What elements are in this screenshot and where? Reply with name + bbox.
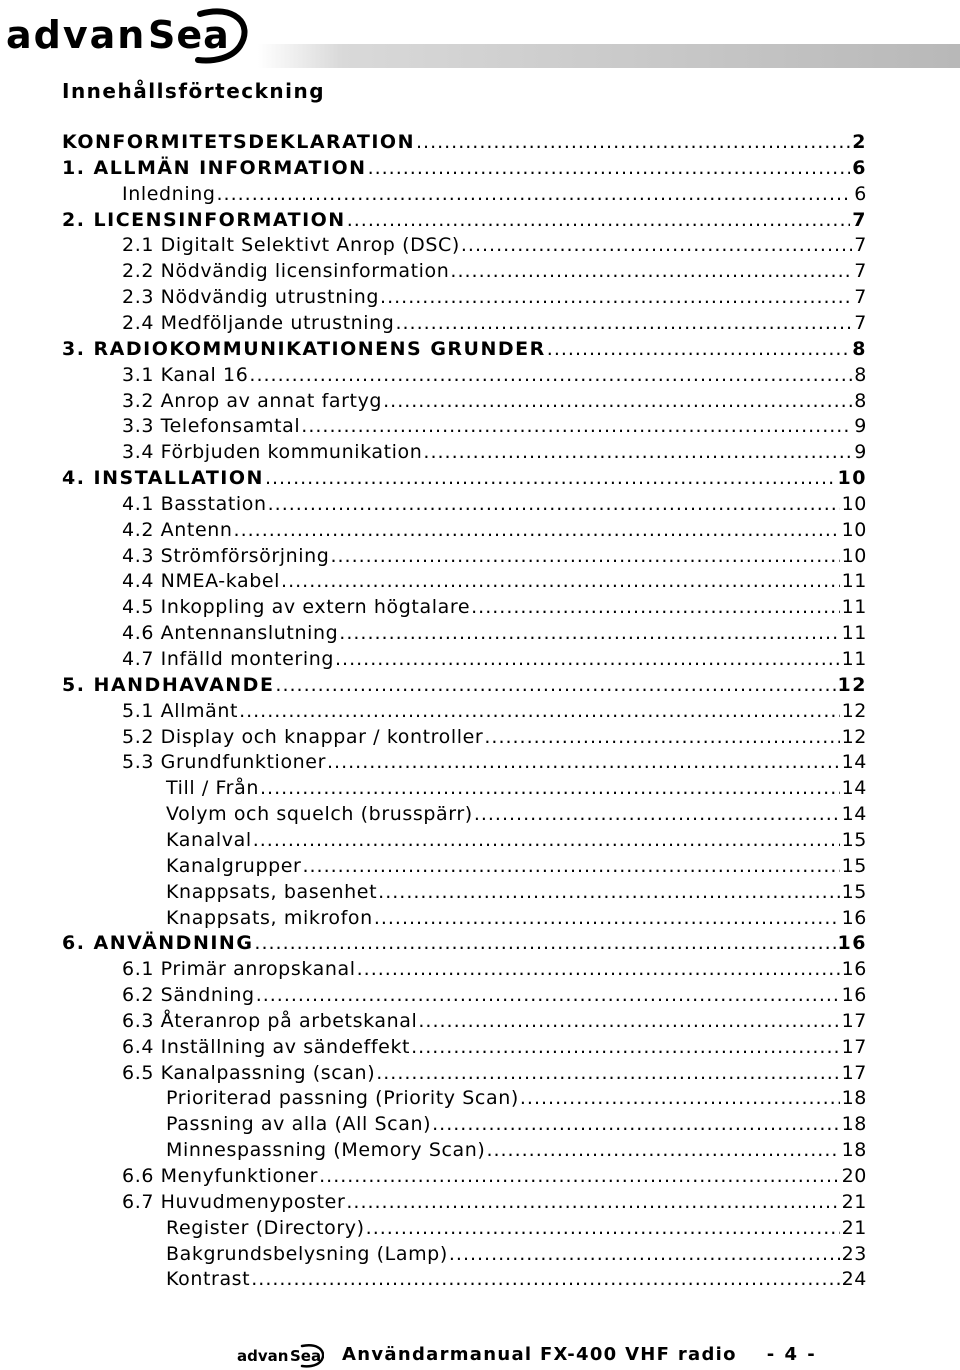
toc-entry[interactable] — [122, 1060, 867, 1086]
toc-entry-label: 4.3 Strömförsörjning — [122, 544, 330, 567]
toc-entry-page: 11 — [841, 596, 867, 619]
toc-entry[interactable] — [122, 698, 867, 724]
toc-dot-leader — [416, 129, 850, 155]
toc-entry[interactable] — [122, 749, 867, 775]
toc-entry-label: 2.1 Digitalt Selektivt Anrop (DSC) — [122, 234, 460, 257]
toc-dot-leader — [471, 594, 839, 620]
toc-dot-leader — [268, 491, 840, 517]
toc-entry-label: 2.4 Medföljande utrustning — [122, 311, 395, 334]
toc-entry-label: 6.4 Inställning av sändeffekt — [122, 1035, 411, 1058]
toc-dot-leader — [301, 413, 852, 439]
toc-entry-label: 4.2 Antenn — [122, 518, 233, 541]
toc-entry-label: Kontrast — [166, 1268, 251, 1291]
toc-entry-label: 3.2 Anrop av annat fartyg — [122, 389, 383, 412]
toc-entry-label: 1. ALLMÄN INFORMATION — [62, 156, 367, 179]
toc-entry-label: 4.5 Inkoppling av extern högtalare — [122, 596, 471, 619]
toc-entry[interactable] — [122, 284, 867, 310]
toc-entry-label: Bakgrundsbelysning (Lamp) — [166, 1242, 448, 1265]
toc-entry-page: 17 — [841, 1009, 867, 1032]
toc-entry-page: 17 — [841, 1061, 867, 1084]
toc-entry[interactable] — [166, 801, 867, 827]
toc-entry-label: 6.6 Menyfunktioner — [122, 1165, 319, 1187]
logo-wordmark: advan — [6, 13, 147, 57]
toc-entry-page: 6 — [854, 182, 867, 205]
toc-entry-page: 6 — [852, 156, 867, 179]
toc-entry[interactable] — [122, 439, 867, 465]
toc-entry-label: 5.3 Grundfunktioner — [122, 751, 327, 774]
toc-entry[interactable] — [122, 956, 867, 982]
toc-entry[interactable] — [166, 1085, 867, 1111]
toc-entry-page: 18 — [841, 1113, 867, 1136]
toc-entry[interactable] — [166, 853, 867, 879]
toc-dot-leader — [378, 879, 839, 905]
toc-entry[interactable] — [122, 362, 867, 388]
toc-dot-leader — [374, 905, 840, 931]
toc-entry-page: 24 — [841, 1268, 867, 1291]
toc-entry-label: 3.3 Telefonsamtal — [122, 415, 301, 438]
toc-entry[interactable] — [122, 310, 867, 336]
toc-dot-leader — [251, 1266, 839, 1292]
toc-entry[interactable] — [122, 258, 867, 284]
footer-logo-wordmark-sea: Sea — [290, 1347, 322, 1365]
toc-entry[interactable] — [122, 517, 867, 543]
toc-entry[interactable] — [122, 1163, 867, 1189]
toc-dot-leader — [265, 465, 836, 491]
footer-page-number: - 4 - — [766, 1344, 817, 1365]
toc-dot-leader — [275, 672, 835, 698]
footer-logo-wordmark: advan — [237, 1347, 289, 1365]
toc-entry-page: 16 — [837, 932, 867, 955]
toc-entry[interactable] — [62, 465, 867, 491]
toc-entry-label: Knappsats, mikrofon — [166, 906, 373, 929]
toc-entry-page: 7 — [854, 234, 867, 257]
toc-entry-label: Till / Från — [166, 777, 259, 800]
toc-entry[interactable] — [122, 543, 867, 569]
toc-entry-page: 10 — [837, 467, 867, 490]
advansea-logo — [2, 2, 254, 64]
toc-entry-page: 21 — [841, 1190, 867, 1213]
toc-entry[interactable] — [122, 1189, 867, 1215]
toc-entry[interactable] — [166, 1241, 867, 1267]
toc-entry[interactable] — [62, 336, 867, 362]
toc-entry-page: 14 — [841, 777, 867, 800]
toc-dot-leader — [346, 1189, 839, 1215]
toc-dot-leader — [256, 982, 840, 1008]
toc-entry[interactable] — [62, 672, 867, 698]
toc-entry-label: 3.4 Förbjuden kommunikation — [122, 441, 423, 464]
toc-dot-leader — [330, 543, 839, 569]
footer-manual-title: Användarmanual FX-400 VHF radio — [342, 1344, 737, 1365]
toc-dot-leader — [319, 1163, 840, 1189]
toc-entry-page: 14 — [841, 803, 867, 826]
toc-entry-page: 7 — [854, 260, 867, 283]
toc-entry-page: 23 — [841, 1242, 867, 1265]
toc-entry[interactable] — [166, 827, 867, 853]
toc-dot-leader — [449, 1241, 840, 1267]
toc-entry[interactable] — [122, 1034, 867, 1060]
toc-entry-label: 6.5 Kanalpassning (scan) — [122, 1061, 376, 1084]
toc-entry-label: Passning av alla (All Scan) — [166, 1113, 432, 1136]
toc-entry-label: Minnespassning (Memory Scan) — [166, 1139, 486, 1162]
toc-entry[interactable] — [122, 388, 867, 414]
logo-wordmark-sea: Sea — [148, 13, 230, 57]
toc-dot-leader — [520, 1085, 840, 1111]
toc-entry-page: 9 — [854, 441, 867, 464]
toc-dot-leader — [380, 284, 852, 310]
toc-entry[interactable] — [122, 413, 867, 439]
toc-dot-leader — [249, 362, 852, 388]
toc-entry-label: 5.1 Allmänt — [122, 699, 239, 722]
toc-entry-page: 15 — [841, 854, 867, 877]
toc-entry[interactable] — [166, 879, 867, 905]
toc-entry-label: 3.1 Kanal 16 — [122, 363, 249, 386]
toc-dot-leader — [376, 1060, 839, 1086]
toc-entry-page: 8 — [852, 337, 867, 360]
toc-entry-page: 7 — [852, 208, 867, 231]
toc-entry[interactable] — [166, 1111, 867, 1137]
toc-dot-leader — [327, 749, 840, 775]
toc-dot-leader — [234, 517, 840, 543]
toc-entry-page: 7 — [854, 311, 867, 334]
toc-entry-label: 4.7 Infälld montering — [122, 648, 334, 670]
toc-entry[interactable] — [122, 568, 867, 594]
toc-dot-leader — [217, 181, 853, 207]
toc-entry-label: 6.7 Huvudmenyposter — [122, 1190, 346, 1213]
toc-dot-leader — [254, 930, 835, 956]
toc-entry-page: 18 — [841, 1139, 867, 1162]
toc-entry-label: 4.1 Basstation — [122, 492, 267, 515]
toc-entry-label: 2. LICENSINFORMATION — [62, 208, 346, 231]
toc-entry[interactable] — [166, 775, 867, 801]
toc-entry-label: Volym och squelch (brusspärr) — [166, 803, 473, 826]
toc-entry-page: 12 — [841, 699, 867, 722]
toc-entry[interactable] — [62, 930, 867, 956]
toc-entry-page: 2 — [852, 131, 867, 153]
toc-entry-label: 4. INSTALLATION — [62, 467, 264, 490]
toc-entry-label: Inledning — [122, 182, 216, 205]
toc-dot-leader — [302, 853, 839, 879]
toc-entry[interactable] — [166, 1137, 867, 1163]
toc-dot-leader — [423, 439, 852, 465]
advansea-logo-graphic — [2, 2, 254, 64]
toc-entry[interactable] — [122, 594, 867, 620]
toc-entry-page: 15 — [841, 828, 867, 851]
toc-dot-leader — [335, 646, 840, 672]
toc-entry-label: Kanalval — [166, 828, 252, 851]
toc-entry-label: 4.6 Antennanslutning — [122, 622, 339, 645]
toc-entry-page: 10 — [841, 492, 867, 515]
toc-entry-page: 9 — [854, 415, 867, 438]
toc-dot-leader — [281, 568, 840, 594]
toc-entry-page: 12 — [837, 673, 867, 696]
toc-entry-label: 2.2 Nödvändig licensinformation — [122, 260, 450, 283]
toc-entry-page: 21 — [841, 1216, 867, 1239]
toc-entry-page: 15 — [841, 880, 867, 903]
toc-heading: Innehållsförteckning — [62, 79, 326, 103]
toc-dot-leader — [411, 1034, 840, 1060]
toc-entry-page: 11 — [841, 648, 867, 670]
toc-entry-label: Prioriterad passning (Priority Scan) — [166, 1087, 519, 1110]
toc-entry-label: Register (Directory) — [166, 1216, 365, 1239]
toc-entry-page: 17 — [841, 1035, 867, 1058]
toc-entry-label: Kanalgrupper — [166, 854, 302, 877]
toc-entry-page: 8 — [854, 389, 867, 412]
toc-entry-label: 5.2 Display och knappar / kontroller — [122, 725, 484, 748]
toc-entry-page: 11 — [841, 622, 867, 645]
toc-dot-leader — [383, 388, 852, 414]
toc-entry-label: 3. RADIOKOMMUNIKATIONENS GRUNDER — [62, 337, 546, 360]
toc-entry-label: 6.3 Återanrop på arbetskanal — [122, 1009, 418, 1032]
toc-entry-page: 18 — [841, 1087, 867, 1110]
page-header — [0, 0, 960, 72]
toc-entry-page: 11 — [841, 570, 867, 593]
toc-dot-leader — [395, 310, 852, 336]
toc-dot-leader — [484, 724, 839, 750]
toc-dot-leader — [368, 155, 851, 181]
toc-dot-leader — [239, 698, 840, 724]
toc-entry-label: 6.2 Sändning — [122, 984, 255, 1007]
page-footer — [236, 1340, 936, 1370]
toc-dot-leader — [347, 207, 851, 233]
toc-dot-leader — [357, 956, 840, 982]
toc-entry[interactable] — [62, 155, 867, 181]
toc-dot-leader — [339, 620, 839, 646]
toc-entry-page: 14 — [841, 751, 867, 774]
toc-entry[interactable] — [62, 207, 867, 233]
toc-entry-page: 20 — [841, 1165, 867, 1187]
toc-entry-label: 2.3 Nödvändig utrustning — [122, 286, 380, 309]
toc-entry-label: 5. HANDHAVANDE — [62, 673, 275, 696]
header-gradient-bar — [258, 44, 960, 68]
toc-dot-leader — [461, 232, 852, 258]
toc-dot-leader — [418, 1008, 839, 1034]
toc-entry[interactable] — [166, 1215, 867, 1241]
toc-entry-page: 16 — [841, 958, 867, 981]
toc-dot-leader — [260, 775, 840, 801]
toc-entry-page: 16 — [841, 984, 867, 1007]
toc-dot-leader — [450, 258, 852, 284]
toc-entry[interactable] — [166, 1266, 867, 1292]
toc-entry-page: 12 — [841, 725, 867, 748]
toc-entry-label: Knappsats, basenhet — [166, 880, 378, 903]
toc-dot-leader — [486, 1137, 839, 1163]
toc-entry[interactable] — [122, 646, 867, 672]
toc-entry-label: 6.1 Primär anropskanal — [122, 958, 356, 981]
footer-advansea-logo — [236, 1342, 324, 1368]
toc-entry[interactable] — [122, 620, 867, 646]
toc-entry-page: 10 — [841, 518, 867, 541]
toc-entry[interactable] — [122, 982, 867, 1008]
toc-entry[interactable] — [122, 1008, 867, 1034]
toc-entry-page: 16 — [841, 906, 867, 929]
toc-entry-page: 7 — [854, 286, 867, 309]
toc-entry-page: 8 — [854, 363, 867, 386]
toc-dot-leader — [547, 336, 850, 362]
toc-entry[interactable] — [62, 129, 867, 155]
toc-dot-leader — [432, 1111, 839, 1137]
toc-entry[interactable] — [122, 181, 867, 207]
toc-dot-leader — [366, 1215, 840, 1241]
toc-entry-page: 10 — [841, 544, 867, 567]
toc-entry[interactable] — [122, 232, 867, 258]
toc-entry[interactable] — [166, 905, 867, 931]
toc-entry[interactable] — [122, 491, 867, 517]
toc-entry-label: KONFORMITETSDEKLARATION — [62, 131, 415, 153]
toc-dot-leader — [474, 801, 840, 827]
toc-entry[interactable] — [122, 724, 867, 750]
toc-dot-leader — [253, 827, 840, 853]
toc-entry-label: 4.4 NMEA-kabel — [122, 570, 281, 593]
toc-entry-label: 6. ANVÄNDNING — [62, 932, 254, 955]
